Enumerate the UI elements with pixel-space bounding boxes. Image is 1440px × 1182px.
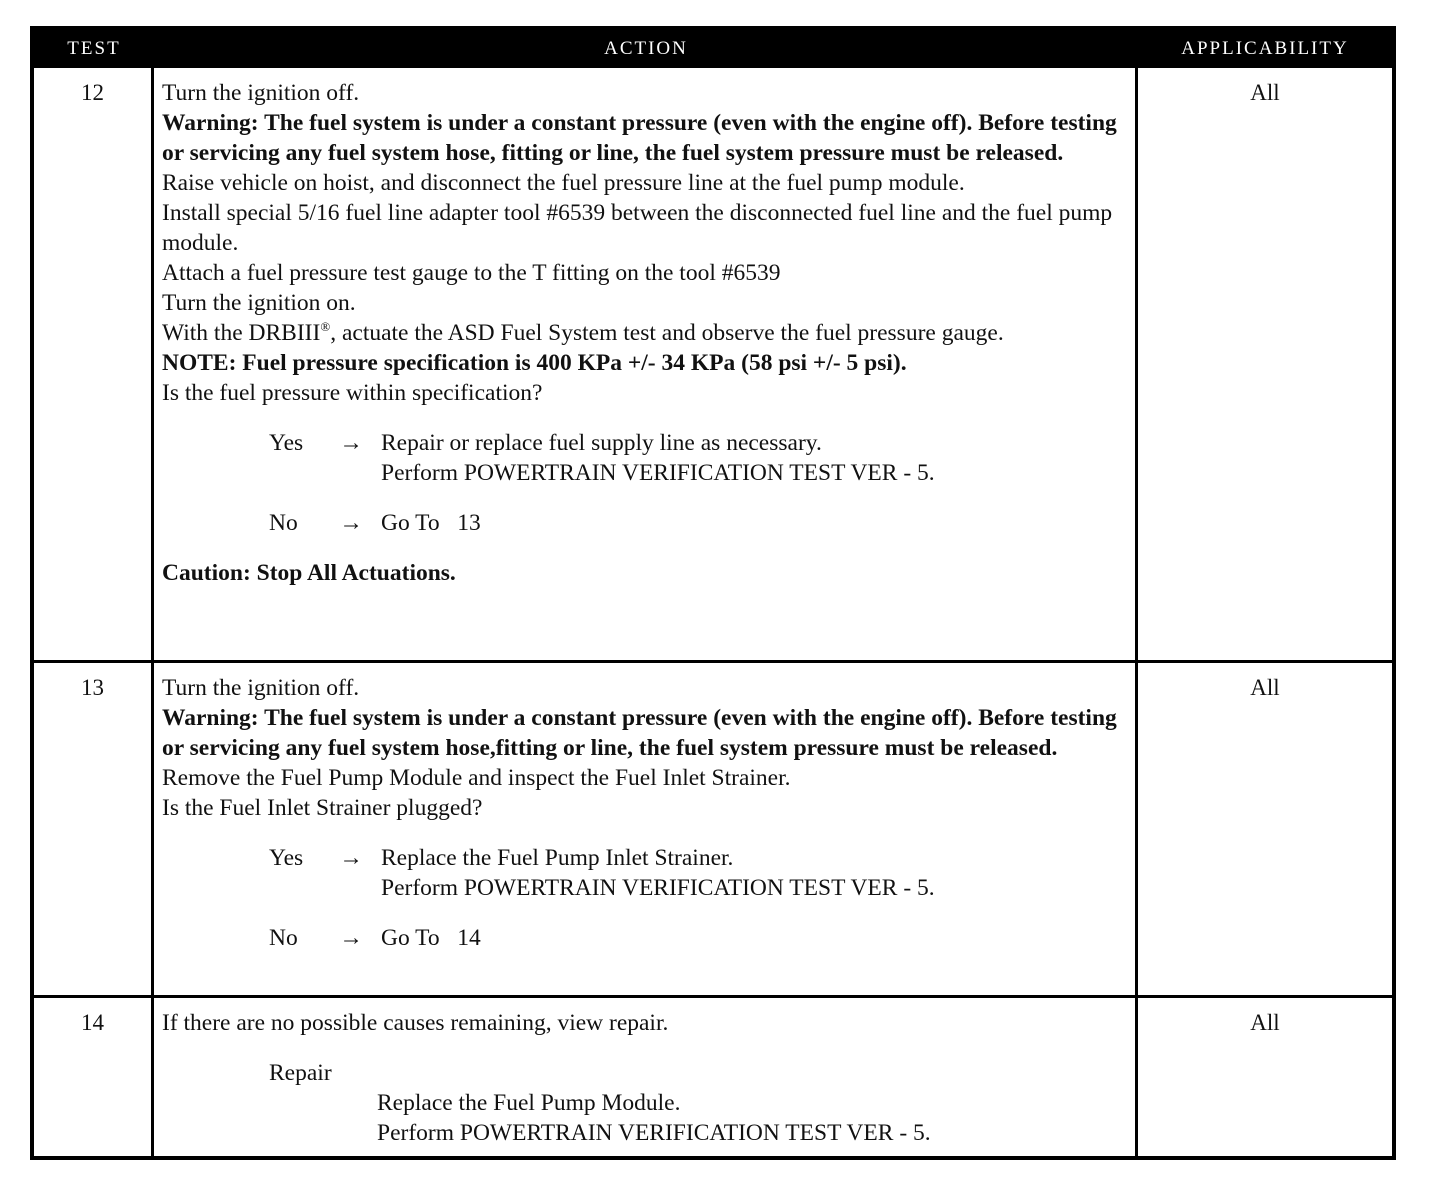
table-header: [34, 30, 1392, 68]
applicability-cell: All: [1250, 1010, 1280, 1035]
table-row: [34, 660, 1392, 995]
no-text: Go To 13: [381, 510, 481, 536]
action-line: Turn the ignition off.: [162, 675, 360, 701]
action-line: [162, 318, 1129, 348]
header-test: TEST: [67, 38, 121, 59]
yes-label: Yes: [269, 845, 304, 871]
arrow-icon: →: [339, 925, 363, 951]
no-label: No: [269, 925, 298, 951]
table-row: [34, 68, 1392, 660]
repair-text: Replace the Fuel Pump Module.: [377, 1090, 681, 1116]
drbiii-text-cont: , actuate the ASD Fuel System test and observe the fuel pressure gauge.: [330, 320, 1004, 346]
table-row: [34, 995, 1392, 1156]
registered-mark: ®: [320, 319, 331, 335]
yes-response: [269, 843, 1129, 903]
test-number: 12: [34, 68, 154, 660]
yes-text: Perform POWERTRAIN VERIFICATION TEST VER - 5.: [381, 460, 935, 486]
arrow-icon: →: [339, 510, 363, 536]
yes-text: Repair or replace fuel supply line as necessary.: [381, 430, 822, 456]
note-text: NOTE: Fuel pressure specification is 400 KPa +/- 34 KPa (58 psi +/- 5 psi).: [162, 350, 907, 376]
action-cell: [154, 68, 1138, 660]
test-number: 14: [34, 998, 154, 1156]
no-response: [269, 923, 1129, 953]
arrow-icon: →: [339, 430, 363, 456]
arrow-icon: →: [339, 845, 363, 871]
question-text: Is the Fuel Inlet Strainer plugged?: [162, 795, 483, 821]
action-line: Install special 5/16 fuel line adapter tool #6539 between the disconnected fuel line and the fuel pump module.: [162, 200, 1113, 256]
action-line: Turn the ignition off.: [162, 80, 360, 106]
action-line: Raise vehicle on hoist, and disconnect the fuel pressure line at the fuel pump module.: [162, 170, 965, 196]
no-label: No: [269, 510, 298, 536]
action-line: Remove the Fuel Pump Module and inspect the Fuel Inlet Strainer.: [162, 765, 791, 791]
action-line: Turn the ignition on.: [162, 290, 356, 316]
action-line: If there are no possible causes remaining, view repair.: [162, 1010, 669, 1036]
header-action: ACTION: [604, 38, 688, 59]
applicability-cell: All: [1250, 675, 1280, 700]
no-text: Go To 14: [381, 925, 481, 951]
action-cell: [154, 663, 1138, 995]
yes-text: Replace the Fuel Pump Inlet Strainer.: [381, 845, 734, 871]
header-applicability: APPLICABILITY: [1181, 38, 1349, 59]
yes-response: [269, 428, 1129, 488]
question-text: Is the fuel pressure within specification?: [162, 380, 543, 406]
applicability-cell: All: [1250, 80, 1280, 105]
warning-text: Warning: The fuel system is under a constant pressure (even with the engine off). Before testing or servicing any fuel system hose, fitting or line, the fuel system pressure must be released.: [162, 110, 1117, 166]
yes-text: Perform POWERTRAIN VERIFICATION TEST VER - 5.: [381, 875, 935, 901]
warning-text: Warning: The fuel system is under a constant pressure (even with the engine off). Before testing or servicing any fuel system hose,fitting or line, the fuel system pressure must be released.: [162, 705, 1117, 761]
caution-text: Caution: Stop All Actuations.: [162, 560, 456, 586]
yes-label: Yes: [269, 430, 304, 456]
no-response: [269, 508, 1129, 538]
diagnostic-table: [30, 26, 1396, 1160]
repair-text: Perform POWERTRAIN VERIFICATION TEST VER - 5.: [377, 1120, 931, 1146]
drbiii-text: With the DRBIII: [162, 320, 321, 346]
action-line: Attach a fuel pressure test gauge to the T fitting on the tool #6539: [162, 260, 781, 286]
repair-label: Repair: [269, 1060, 332, 1086]
test-number: 13: [34, 663, 154, 995]
action-cell: [154, 998, 1138, 1156]
